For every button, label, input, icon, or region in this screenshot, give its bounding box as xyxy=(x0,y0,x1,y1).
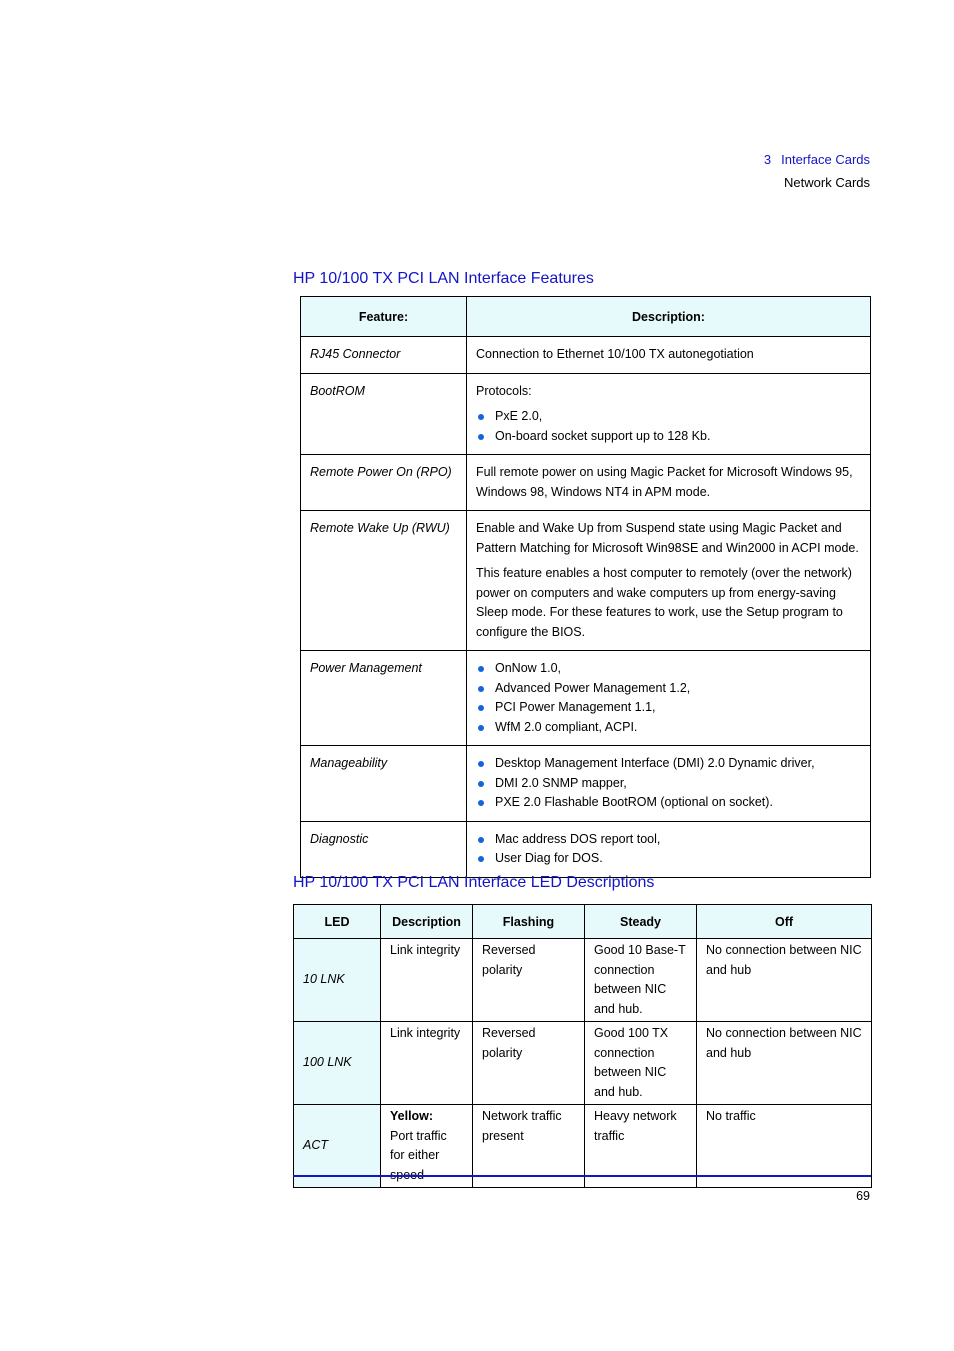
led-name: 100 LNK xyxy=(294,1022,381,1105)
features-header-row xyxy=(301,297,871,337)
list-item: PxE 2.0, xyxy=(476,407,861,427)
description-column-header: Description: xyxy=(467,297,871,337)
description-paragraph: Protocols: xyxy=(476,383,532,398)
feature-description xyxy=(467,337,871,374)
table-row xyxy=(301,337,871,374)
feature-description xyxy=(467,511,871,651)
feature-description xyxy=(467,455,871,511)
chapter-number: 3 xyxy=(763,152,772,167)
list-item: Advanced Power Management 1.2, xyxy=(476,679,861,699)
feature-name: RJ45 Connector xyxy=(301,337,467,374)
led-description-column-header: Description xyxy=(381,905,473,939)
features-table-title: HP 10/100 TX PCI LAN Interface Features xyxy=(293,270,594,287)
feature-description xyxy=(467,746,871,822)
table-row xyxy=(301,651,871,746)
description-paragraph: Enable and Wake Up from Suspend state using Magic Packet and Pattern Matching for Microsoft Win98SE and Win2000 in ACPI mode. xyxy=(476,521,859,555)
led-table xyxy=(293,904,872,1188)
led-off: No connection between NIC and hub xyxy=(697,1022,872,1105)
led-steady: Heavy network traffic xyxy=(585,1105,697,1188)
led-off: No connection between NIC and hub xyxy=(697,939,872,1022)
feature-description xyxy=(467,373,871,455)
feature-description xyxy=(467,651,871,746)
list-item: DMI 2.0 SNMP mapper, xyxy=(476,774,861,794)
led-steady: Good 100 TX connection between NIC and hub. xyxy=(585,1022,697,1105)
running-header xyxy=(764,150,870,196)
description-paragraph: Connection to Ethernet 10/100 TX autonegotiation xyxy=(476,347,754,361)
table-row xyxy=(301,511,871,651)
bullet-list xyxy=(476,659,861,737)
feature-name: Manageability xyxy=(301,746,467,822)
footer-rule xyxy=(293,1175,871,1177)
section-title: Network Cards xyxy=(784,175,870,190)
led-description-text: Link integrity xyxy=(390,1026,461,1040)
feature-name: Diagnostic xyxy=(301,821,467,877)
page-number: 69 xyxy=(856,1189,870,1203)
list-item: User Diag for DOS. xyxy=(476,849,861,869)
description-paragraph: This feature enables a host computer to remotely (over the network) power on computers and wake computers up from energy-saving Sleep mode. For these features to work, use the Setup program to configure the BIOS. xyxy=(476,566,852,639)
led-column-header: LED xyxy=(294,905,381,939)
table-row xyxy=(301,455,871,511)
led-description xyxy=(381,939,473,1022)
description-paragraph: Full remote power on using Magic Packet for Microsoft Windows 95, Windows 98, Windows NT4 in APM mode. xyxy=(476,465,853,499)
feature-name: Remote Power On (RPO) xyxy=(301,455,467,511)
led-flashing: Reversed polarity xyxy=(473,939,585,1022)
led-steady-column-header: Steady xyxy=(585,905,697,939)
features-body xyxy=(301,337,871,878)
feature-column-header: Feature: xyxy=(301,297,467,337)
led-name: 10 LNK xyxy=(294,939,381,1022)
table-row xyxy=(301,373,871,455)
table-row xyxy=(294,1022,872,1105)
feature-name: Power Management xyxy=(301,651,467,746)
led-description xyxy=(381,1022,473,1105)
led-description-text: Port traffic for either xyxy=(390,1128,447,1162)
led-color-label: Yellow: xyxy=(390,1109,434,1123)
feature-name: BootROM xyxy=(301,373,467,455)
led-name: ACT xyxy=(294,1105,381,1188)
led-flashing: Network traffic present xyxy=(473,1105,585,1188)
table-row xyxy=(301,821,871,877)
chapter-heading xyxy=(764,150,870,170)
led-table-title: HP 10/100 TX PCI LAN Interface LED Descriptions xyxy=(293,874,655,891)
bullet-list xyxy=(476,407,861,446)
chapter-title: Interface Cards xyxy=(781,152,870,167)
led-description-text: Link integrity xyxy=(390,943,461,957)
bullet-list xyxy=(476,830,861,869)
led-flashing: Reversed polarity xyxy=(473,1022,585,1105)
led-steady: Good 10 Base-T connection between NIC and hub. xyxy=(585,939,697,1022)
feature-description xyxy=(467,821,871,877)
led-flashing-column-header: Flashing xyxy=(473,905,585,939)
led-off-column-header: Off xyxy=(697,905,872,939)
list-item: WfM 2.0 compliant, ACPI. xyxy=(476,718,861,738)
list-item: PCI Power Management 1.1, xyxy=(476,698,861,718)
list-item: OnNow 1.0, xyxy=(476,659,861,679)
list-item: On-board socket support up to 128 Kb. xyxy=(476,427,861,447)
led-off: No traffic xyxy=(697,1105,872,1188)
features-table xyxy=(300,296,871,878)
led-body xyxy=(294,939,872,1188)
list-item: Desktop Management Interface (DMI) 2.0 Dynamic driver, xyxy=(476,754,861,774)
bullet-list xyxy=(476,754,861,813)
feature-name: Remote Wake Up (RWU) xyxy=(301,511,467,651)
list-item: Mac address DOS report tool, xyxy=(476,830,861,850)
list-item: PXE 2.0 Flashable BootROM (optional on socket). xyxy=(476,793,861,813)
led-header-row xyxy=(294,905,872,939)
table-row xyxy=(301,746,871,822)
table-row xyxy=(294,939,872,1022)
